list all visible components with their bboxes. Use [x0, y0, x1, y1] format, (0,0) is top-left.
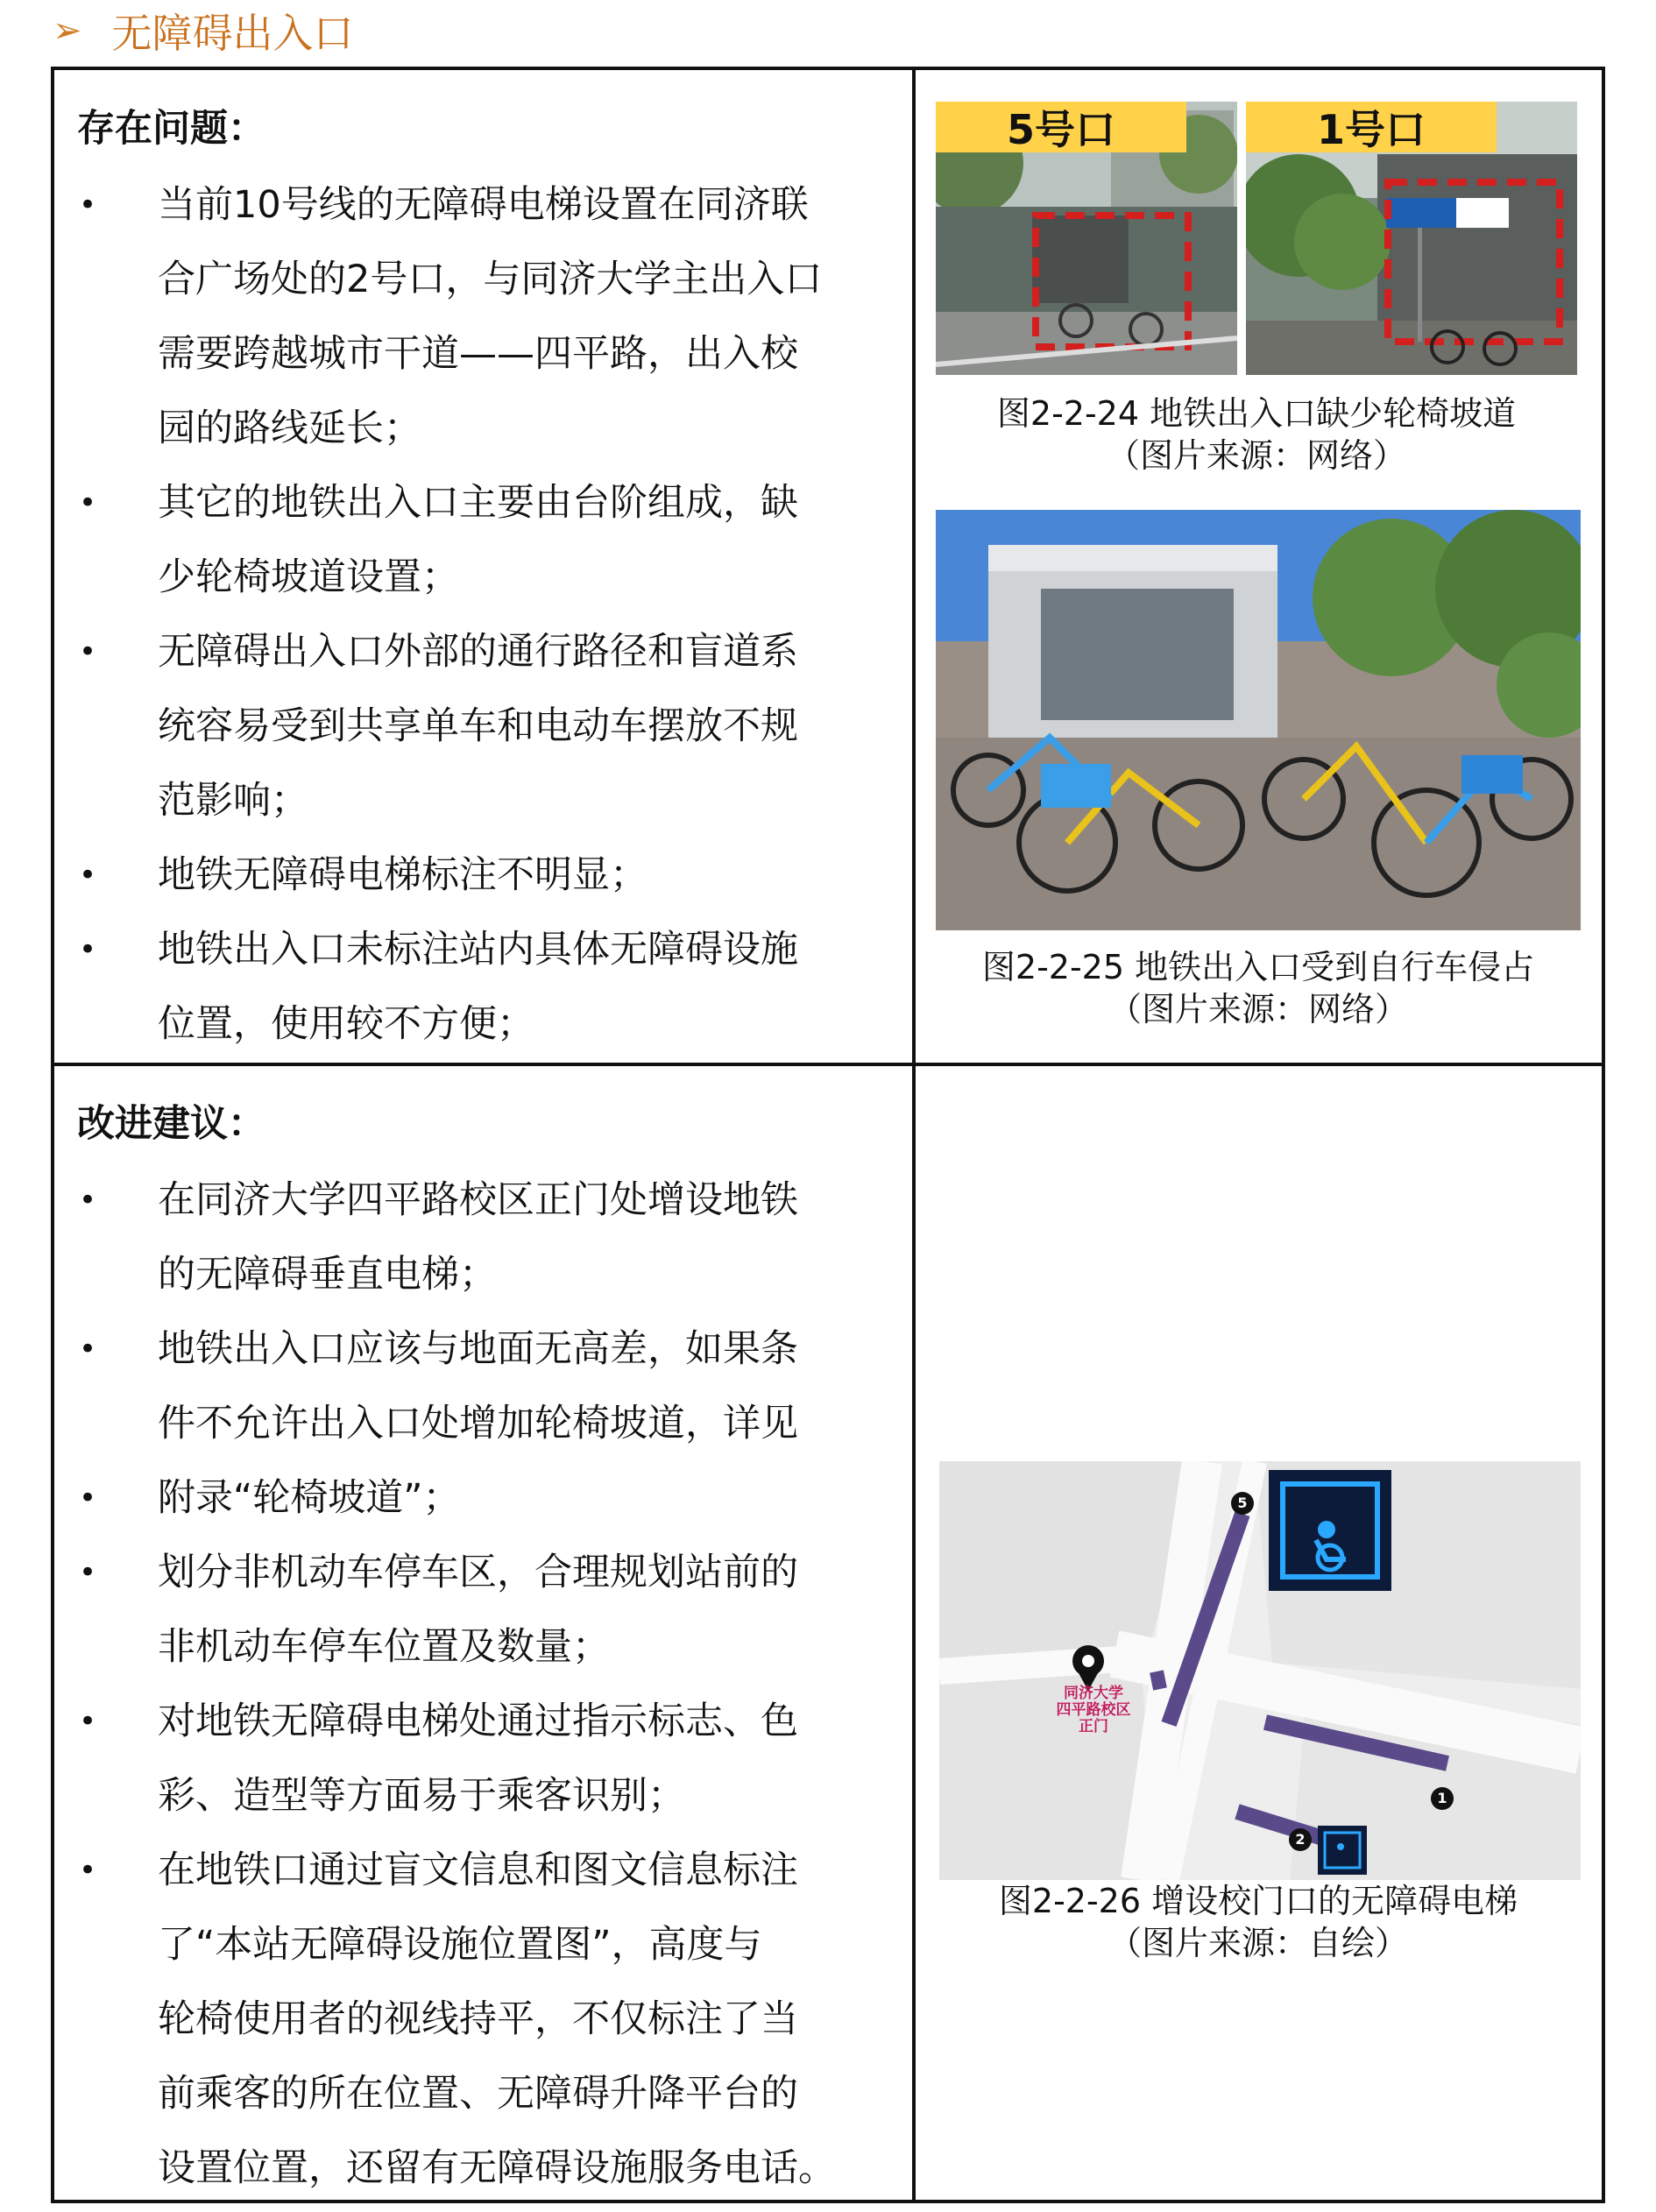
- suggestions-section: [77, 1097, 901, 2206]
- table-row-divider: [51, 1063, 1605, 1066]
- list-item: [77, 615, 901, 838]
- bullet-icon: •: [79, 1853, 97, 1888]
- bullet-icon: •: [79, 634, 97, 669]
- bullet-icon: •: [79, 187, 97, 223]
- list-item-line: 设置位置，还留有无障碍设施服务电话。: [158, 2146, 836, 2190]
- bullet-icon: •: [79, 932, 97, 967]
- list-item-line: 非机动车停车位置及数量；: [158, 1625, 610, 1669]
- list-item-line: 附录“轮椅坡道”；: [158, 1476, 461, 1520]
- table-column-divider: [912, 67, 916, 2203]
- list-item: [77, 913, 901, 1062]
- list-item: [77, 1536, 901, 1685]
- figure-caption-25-title: 图2-2-25 地铁出入口受到自行车侵占: [981, 948, 1535, 986]
- list-item-line: 需要跨越城市干道——四平路，出入校: [158, 332, 798, 376]
- map-marker-1: 1: [1437, 1790, 1447, 1806]
- list-item: [77, 1685, 901, 1834]
- map-elevator-plan-image: [939, 1461, 1581, 1880]
- list-item-line: 对地铁无障碍电梯处通过指示标志、色: [158, 1700, 798, 1743]
- list-item-line: 划分非机动车停车区，合理规划站前的: [158, 1551, 798, 1594]
- list-item-line: 其它的地铁出入口主要由台阶组成，缺: [158, 481, 798, 525]
- bullet-icon: •: [79, 1183, 97, 1218]
- figure-caption-26-title: 图2-2-26 增设校门口的无障碍电梯: [998, 1882, 1518, 1920]
- figure-caption-24-source: （图片来源：网络）: [1106, 436, 1406, 475]
- list-item: [77, 1461, 901, 1536]
- bullet-icon: •: [79, 1555, 97, 1590]
- map-marker-5: 5: [1237, 1495, 1248, 1511]
- list-item-line: 了“本站无障碍设施位置图”，高度与: [158, 1923, 762, 1967]
- bullet-icon: •: [79, 1481, 97, 1516]
- arrow-icon: ➢: [53, 11, 82, 51]
- list-item-line: 地铁出入口未标注站内具体无障碍设施: [158, 928, 798, 972]
- map-campus-label-line: 正门: [1079, 1718, 1108, 1735]
- list-item-line: 地铁无障碍电梯标注不明显；: [158, 853, 648, 897]
- photo-exit-5: [936, 102, 1237, 375]
- figure-caption-25-source: （图片来源：网络）: [1108, 990, 1408, 1028]
- figure-caption-26-source: （图片来源：自绘）: [1108, 1924, 1408, 1962]
- photo-label-exit-5: 5号口: [936, 102, 1186, 152]
- problems-section: [77, 102, 901, 1062]
- list-item-line: 彩、造型等方面易于乘客识别；: [158, 1774, 685, 1818]
- list-item: [77, 1163, 901, 1312]
- list-item-line: 轮椅使用者的视线持平，不仅标注了当: [158, 1997, 798, 2041]
- list-item-line: 前乘客的所在位置、无障碍升降平台的: [158, 2072, 798, 2116]
- list-item-line: 位置，使用较不方便；: [158, 1002, 534, 1046]
- map-marker-2: 2: [1295, 1831, 1306, 1848]
- figure-caption-25: [936, 946, 1581, 1030]
- map-campus-label: [1050, 1686, 1137, 1735]
- photo-bicycles-image: [936, 510, 1581, 930]
- bullet-icon: •: [79, 485, 97, 520]
- map-campus-label-line: 同济大学: [1064, 1685, 1123, 1702]
- list-item-line: 无障碍出入口外部的通行路径和盲道系: [158, 630, 798, 674]
- section-heading: [53, 0, 354, 61]
- list-item-line: 园的路线延长；: [158, 406, 421, 450]
- list-item-line: 件不允许出入口处增加轮椅坡道，详见: [158, 1402, 798, 1445]
- bullet-icon: •: [79, 858, 97, 893]
- suggestions-list: [77, 1163, 901, 2206]
- list-item-line: 地铁出入口应该与地面无高差，如果条: [158, 1327, 798, 1371]
- list-item-line: 的无障碍垂直电梯；: [158, 1253, 497, 1297]
- figure-caption-26: [936, 1880, 1581, 1964]
- list-item-line: 在同济大学四平路校区正门处增设地铁: [158, 1178, 798, 1222]
- section-heading-text: 无障碍出入口: [111, 10, 354, 57]
- list-item: [77, 1312, 901, 1461]
- list-item: [77, 838, 901, 913]
- problems-list: [77, 168, 901, 1062]
- list-item-line: 当前10号线的无障碍电梯设置在同济联: [158, 183, 809, 227]
- problems-title: 存在问题：: [77, 107, 265, 151]
- list-item-line: 范影响；: [158, 779, 308, 823]
- list-item-line: 少轮椅坡道设置；: [158, 555, 459, 599]
- list-item-line: 在地铁口通过盲文信息和图文信息标注: [158, 1848, 798, 1892]
- list-item: [77, 168, 901, 466]
- bullet-icon: •: [79, 1332, 97, 1367]
- photo-exit-1: [1246, 102, 1577, 375]
- photo-label-exit-1: 1号口: [1246, 102, 1497, 152]
- suggestions-title: 改进建议：: [77, 1102, 265, 1146]
- bullet-icon: •: [79, 1704, 97, 1739]
- map-elevator-plan: [939, 1461, 1581, 1880]
- list-item: [77, 1834, 901, 2206]
- figure-caption-24: [936, 392, 1577, 477]
- list-item-line: 合广场处的2号口，与同济大学主出入口: [158, 258, 823, 301]
- map-campus-label-line: 四平路校区: [1056, 1701, 1131, 1719]
- photo-bicycles: [936, 510, 1581, 930]
- list-item-line: 统容易受到共享单车和电动车摆放不规: [158, 704, 798, 748]
- list-item: [77, 466, 901, 615]
- figure-caption-24-title: 图2-2-24 地铁出入口缺少轮椅坡道: [996, 394, 1517, 433]
